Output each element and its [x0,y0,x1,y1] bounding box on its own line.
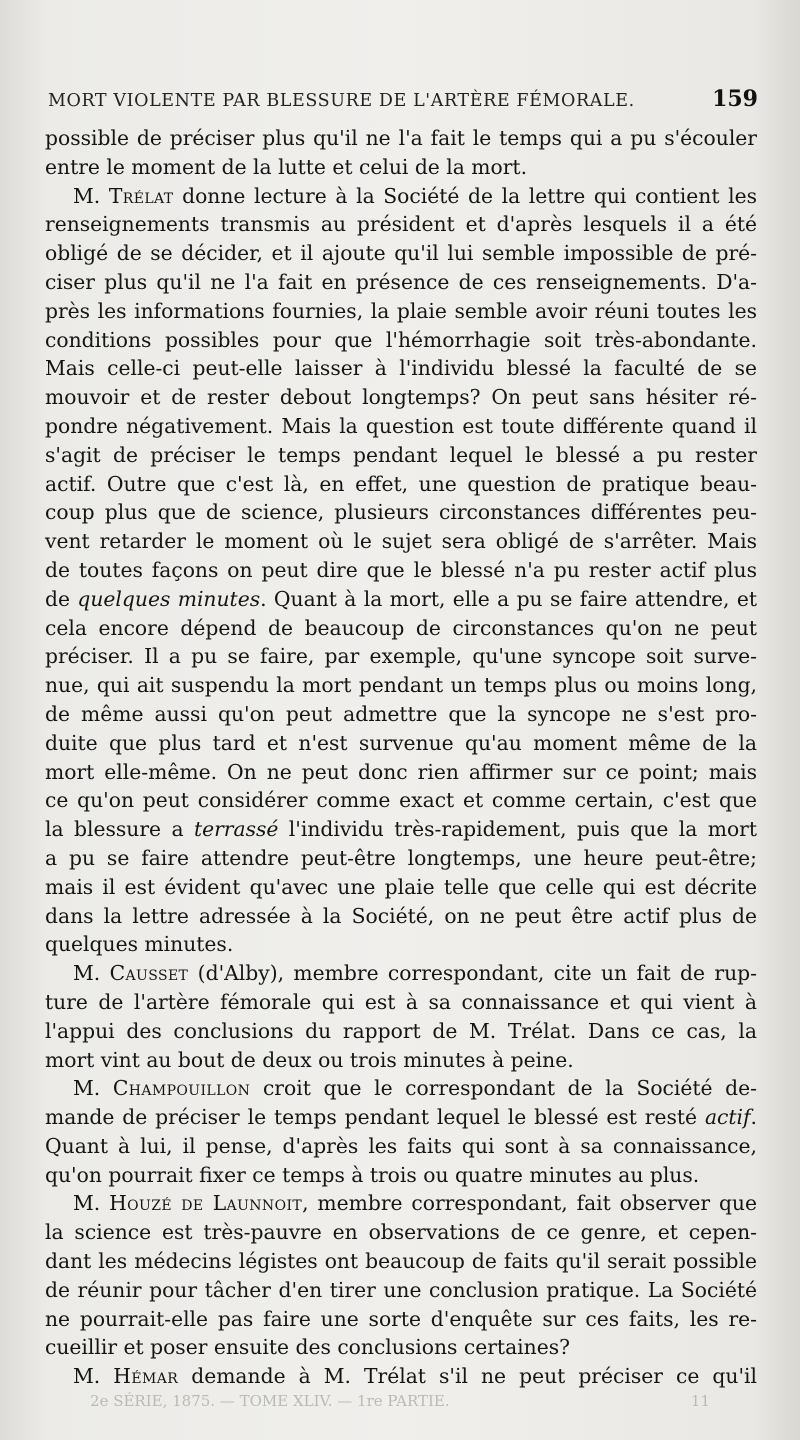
text-run: quelques minutes. [45,932,234,957]
text-run: ne pourrait-elle pas faire une sorte d'enquête sur ces faits, les re- [45,1306,757,1331]
text-line [45,700,757,729]
text-line [45,297,757,326]
text-run: conditions possibles pour que l'hémorrhagie soit très-abondante. [45,327,757,352]
text-run: donne lecture à la Société de la lettre qui contient les [173,183,757,208]
text-line [45,1247,757,1276]
speaker-name: Houzé de Launnoit [109,1191,303,1216]
italic-text: quelques minutes [77,586,261,611]
text-run: de toutes façons on peut dire que le blessé n'a pu rester actif plus [45,557,757,582]
text-line [45,470,757,499]
text-run: entre le moment de la lutte et celui de la mort. [45,154,528,179]
text-line [45,556,757,585]
italic-text: actif [704,1105,751,1130]
text-line [45,268,757,297]
body-text [45,124,757,1391]
text-run: la blessure a [45,817,194,842]
text-run: actif. Outre que c'est là, en effet, une question de pratique beau- [45,471,757,496]
italic-text: terrassé [193,817,279,842]
text-line [45,873,757,902]
text-run: qu'on pourrait fixer ce temps à trois ou quatre minutes au plus. [45,1162,700,1187]
text-line [45,642,757,671]
text-line [45,1305,757,1334]
text-run: pondre négativement. Mais la question est toute différente quand il [45,413,757,438]
speaker-name: Champouillon [112,1076,251,1101]
text-line [45,441,757,470]
text-line [45,354,757,383]
text-line [45,729,757,758]
text-line [45,124,757,153]
text-run: M. [73,1364,114,1389]
text-line [45,412,757,441]
text-run: mouvoir et de rester debout longtemps? On peut sans hésiter ré- [45,385,757,410]
text-run: nue, qui ait suspendu la mort pendant un temps plus ou moins long, [45,673,757,698]
text-run: de [45,586,78,611]
text-line [45,844,757,873]
text-run: ciser plus qu'il ne l'a fait en présence de ces renseignements. D'a- [45,269,757,294]
text-run: mort vint au bout de deux ou trois minutes à peine. [45,1047,574,1072]
text-run: Quant à lui, il pense, d'après les faits qui sont à sa connaissance, [45,1133,757,1158]
text-run: M. [73,1191,110,1216]
text-line [45,614,757,643]
text-run: mort elle-même. On ne peut donc rien affirmer sur ce point; mais [45,759,757,784]
text-line [45,383,757,412]
text-line [45,1161,757,1190]
text-line [45,239,757,268]
speaker-name: Causset [109,961,189,986]
text-run: Mais celle-ci peut-elle laisser à l'individu blessé la faculté de se [45,356,757,381]
text-run: ce qu'on peut considérer comme exact et comme certain, c'est que [45,788,757,813]
text-run: croit que le correspondant de la Société de- [250,1076,757,1101]
text-line [45,1218,757,1247]
text-run: l'individu très-rapidement, puis que la mort [278,817,757,842]
text-line [45,1017,757,1046]
text-run: duite que plus tard et n'est survenue qu'au moment même de la [45,730,757,755]
text-run: M. [73,183,109,208]
text-run: près les informations fournies, la plaie semble avoir réuni toutes les [45,298,757,323]
page-number: 159 [712,86,758,112]
text-run: (d'Alby), membre correspondant, cite un fait de rup- [188,961,757,986]
text-line [45,1046,757,1075]
text-line [45,815,757,844]
text-line [45,1189,757,1218]
text-run: l'appui des conclusions du rapport de M. Trélat. Dans ce cas, la [45,1018,757,1043]
footer-series: 2e SÉRIE, 1875. — TOME XLIV. — 1re PARTIE. [90,1392,450,1410]
text-line [45,1362,757,1391]
text-run: mais il est évident qu'avec une plaie telle que celle qui est décrite [45,874,757,899]
text-line [45,959,757,988]
text-line [45,902,757,931]
text-run: obligé de se décider, et il ajoute qu'il lui semble impossible de pré- [45,241,757,266]
text-line [45,182,757,211]
text-run: dant les médecins légistes ont beaucoup de faits qu'il serait possible [45,1249,757,1274]
text-line [45,988,757,1017]
speaker-name: Hémar [113,1364,179,1389]
text-run: . [750,1105,757,1130]
text-line [45,326,757,355]
text-run: vent retarder le moment où le sujet sera obligé de s'arrêter. Mais [45,529,757,554]
text-run: dans la lettre adressée à la Société, on ne peut être actif plus de [45,903,757,928]
text-run: M. [73,961,110,986]
text-line [45,1132,757,1161]
text-line [45,930,757,959]
page-footer [90,1392,710,1420]
text-run: . Quant à la mort, elle a pu se faire attendre, et [260,586,757,611]
text-line [45,1333,757,1362]
page-header [48,86,758,116]
text-run: , membre correspondant, fait observer que [302,1191,757,1216]
text-run: préciser. Il a pu se faire, par exemple, qu'une syncope soit surve- [45,644,757,669]
text-run: renseignements transmis au président et d'après lesquels il a été [45,212,757,237]
text-run: a pu se faire attendre peut-être longtemps, une heure peut-être; [45,845,757,870]
text-run: possible de préciser plus qu'il ne l'a fait le temps qui a pu s'écouler [45,126,757,150]
text-line [45,758,757,787]
text-run: de réunir pour tâcher d'en tirer une conclusion pratique. La Société [45,1277,757,1302]
text-line [45,1074,757,1103]
text-run: de même aussi qu'on peut admettre que la syncope ne s'est pro- [45,701,757,726]
running-head: MORT VIOLENTE PAR BLESSURE DE L'ARTÈRE FÉMORALE. [48,91,635,111]
text-run: ture de l'artère fémorale qui est à sa connaissance et qui vient à [45,989,757,1014]
text-line [45,1103,757,1132]
text-line [45,671,757,700]
text-line [45,585,757,614]
text-run: s'agit de préciser le temps pendant lequel le blessé a pu rester [45,442,757,467]
text-run: coup plus que de science, plusieurs circonstances différentes peu- [45,500,757,525]
footer-signature: 11 [690,1392,710,1410]
text-line [45,210,757,239]
text-run: cela encore dépend de beaucoup de circonstances qu'on ne peut [45,615,757,640]
text-run: M. [73,1076,113,1101]
text-line [45,527,757,556]
text-line [45,153,757,182]
text-line [45,1276,757,1305]
text-run: cueillir et poser ensuite des conclusions certaines? [45,1335,571,1360]
text-line [45,786,757,815]
text-run: mande de préciser le temps pendant lequel le blessé est resté [45,1105,705,1130]
speaker-name: Trélat [108,183,174,208]
text-run: demande à M. Trélat s'il ne peut préciser ce qu'il [178,1364,757,1389]
text-line [45,498,757,527]
text-run: la science est très-pauvre en observations de ce genre, et cepen- [45,1220,757,1245]
